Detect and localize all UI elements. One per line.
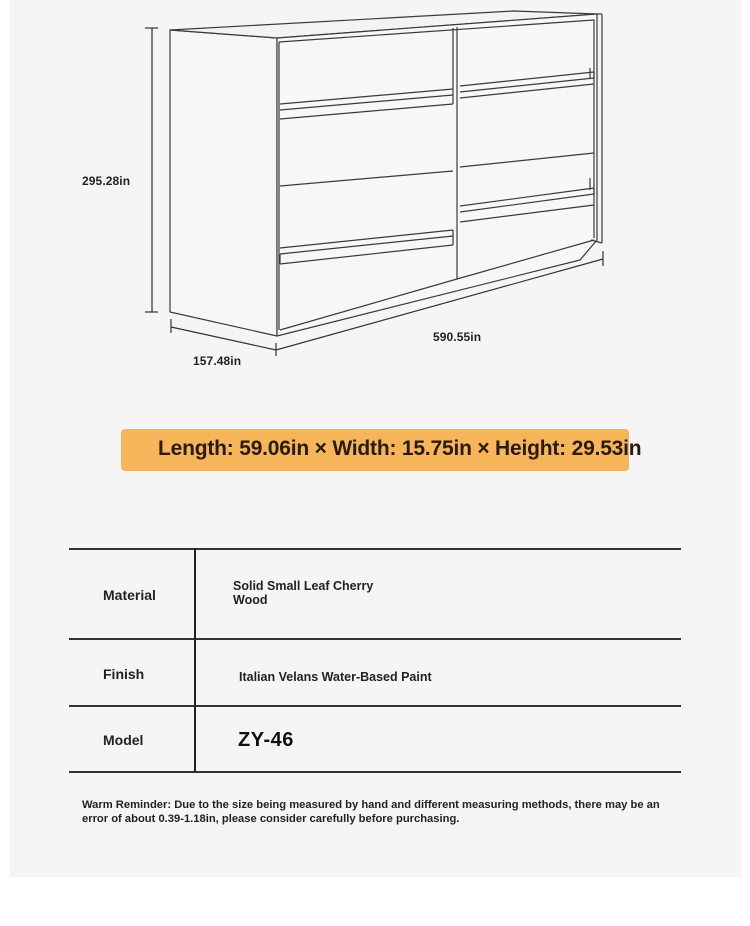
material-value: Solid Small Leaf Cherry Wood [233, 579, 374, 607]
warm-reminder: Warm Reminder: Due to the size being measured by hand and different measuring methods, there may be an error of about 0.39-1.18in, please consider carefully before purchasing. [82, 799, 660, 825]
table-rule [69, 705, 681, 707]
table-rule-bottom [69, 771, 681, 773]
material-label: Material [103, 587, 156, 603]
dresser-side-panel [170, 30, 277, 336]
width-dimension-label: 590.55in [433, 330, 482, 344]
height-dimension-label: 295.28in [82, 174, 131, 188]
dimensions-banner-text: Length: 59.06in × Width: 15.75in × Height: 29.53in [158, 437, 642, 460]
finish-label: Finish [103, 666, 145, 682]
dresser-drawing [0, 0, 750, 380]
finish-value: Italian Velans Water-Based Paint [239, 670, 432, 684]
depth-dimension-label: 157.48in [193, 354, 242, 368]
table-rule [69, 638, 681, 640]
model-value: ZY-46 [238, 729, 294, 751]
dresser-front [277, 14, 597, 336]
table-rule-top [69, 548, 681, 550]
model-label: Model [103, 732, 144, 748]
table-column-divider [194, 548, 196, 772]
